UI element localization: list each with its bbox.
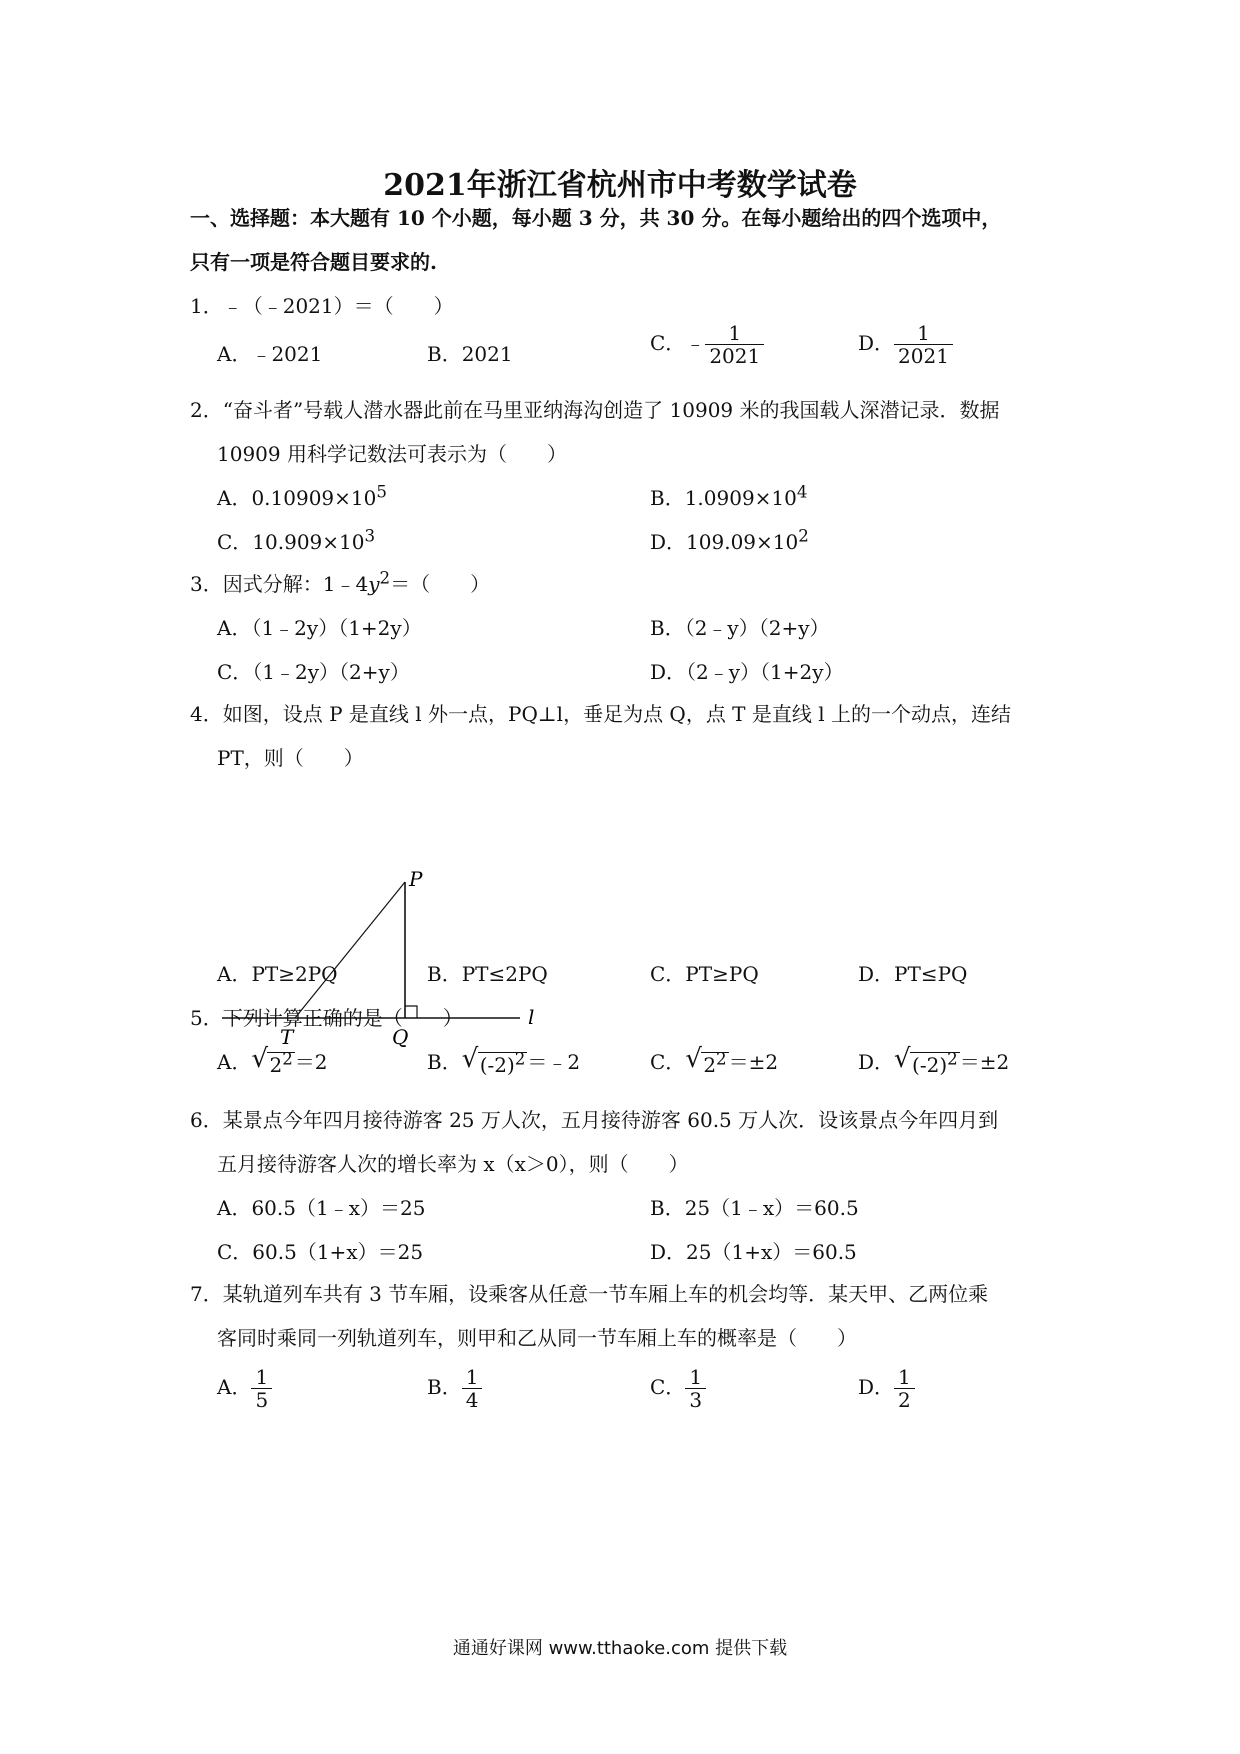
- fraction-numerator: 1: [728, 321, 742, 345]
- fraction-denominator: 3: [685, 1388, 706, 1411]
- radical-sign: √: [685, 1043, 702, 1074]
- fraction-denominator: 2: [894, 1388, 915, 1411]
- option-label: C．: [650, 1375, 686, 1399]
- fraction-denominator: 2021: [705, 344, 764, 367]
- fraction-numerator: 1: [255, 1365, 269, 1389]
- fraction: [685, 1366, 706, 1411]
- exponent: 2: [379, 568, 391, 588]
- fraction-denominator: 2021: [894, 344, 953, 367]
- radical: [461, 1043, 528, 1078]
- question-7-stem-line1: 7．某轨道列车共有 3 节车厢，设乘客从任意一节车厢上车的机会均等．某天甲、乙两位乘: [190, 1282, 989, 1306]
- question-2-option-d: [650, 526, 809, 555]
- question-1-option-d: [858, 322, 953, 367]
- exponent: 2: [947, 1049, 958, 1069]
- fraction: [894, 1366, 915, 1411]
- option-label: D．: [858, 1375, 895, 1399]
- label-q: Q: [392, 1025, 409, 1049]
- question-7-option-b: [427, 1366, 482, 1411]
- page-title: 2021年浙江省杭州市中考数学试卷: [383, 168, 857, 203]
- question-4-option-d: D．PT≤PQ: [858, 962, 968, 986]
- question-2-option-c: [217, 526, 375, 555]
- option-label: C．: [650, 1050, 686, 1074]
- question-1-option-a: A．﹣2021: [217, 342, 323, 366]
- question-7-stem-line2: 客同时乘同一列轨道列车，则甲和乙从同一节车厢上车的概率是（ ）: [217, 1326, 857, 1350]
- fraction-denominator: 5: [251, 1388, 272, 1411]
- exponent: 4: [796, 482, 808, 502]
- radical-sign: √: [461, 1043, 479, 1074]
- question-5-option-b: [427, 1043, 581, 1078]
- option-rhs: ＝﹣2: [527, 1050, 581, 1074]
- question-4-stem-line1: 4．如图，设点 P 是直线 l 外一点，PQ⊥l，垂足为点 Q，点 T 是直线 l 上的一个动点，连结: [190, 702, 1011, 726]
- variable: y: [368, 572, 380, 596]
- exponent: 2: [798, 526, 809, 546]
- option-rhs: ＝±2: [728, 1050, 779, 1074]
- radicand-base: 2: [269, 1053, 283, 1078]
- exponent: 2: [716, 1049, 727, 1069]
- option-rhs: ＝±2: [959, 1050, 1010, 1074]
- fraction: [894, 322, 953, 367]
- option-text: A．0.10909×10: [217, 486, 377, 510]
- option-label: B．: [427, 1375, 462, 1399]
- fraction-numerator: 1: [465, 1365, 479, 1389]
- radical-sign: √: [894, 1043, 911, 1074]
- radicand: [910, 1049, 960, 1078]
- option-text: D．109.09×10: [650, 530, 799, 554]
- exponent: 2: [514, 1049, 526, 1069]
- segment-pt: [295, 882, 405, 1018]
- question-4-option-c: C．PT≥PQ: [650, 962, 759, 986]
- question-3-option-b: B．（2﹣y）（2+y）: [650, 616, 830, 640]
- question-2-stem-line1: 2．“奋斗者”号载人潜水器此前在马里亚纳海沟创造了 10909 米的我国载人深潜记录．数据: [190, 398, 1000, 422]
- question-1-stem: 1．﹣（﹣2021）＝（ ）: [190, 294, 454, 318]
- label-p: P: [409, 870, 423, 891]
- fraction-numerator: 1: [917, 321, 930, 345]
- section-instruction-line1: 一、选择题：本大题有 10 个小题，每小题 3 分，共 30 分。在每小题给出的四个选项中，: [190, 206, 1002, 230]
- option-rhs: ＝2: [294, 1050, 328, 1074]
- question-6-stem-line1: 6．某景点今年四月接待游客 25 万人次，五月接待游客 60.5 万人次．设该景点今年四月到: [190, 1108, 999, 1132]
- question-5-stem: 5．下列计算正确的是（ ）: [190, 1006, 463, 1030]
- page-footer: 通通好课网 www.tthaoke.com 提供下载: [452, 1638, 788, 1659]
- option-label: C．﹣: [650, 331, 706, 355]
- option-text: B．1.0909×10: [650, 486, 797, 510]
- option-label: A．: [217, 1375, 252, 1399]
- radical: [685, 1043, 728, 1078]
- question-6-option-b: B．25（1﹣x）＝60.5: [650, 1196, 859, 1220]
- question-2-option-b: [650, 482, 808, 511]
- stem-text: 3．因式分解：1﹣4: [190, 572, 369, 596]
- question-6-option-d: D．25（1+x）＝60.5: [650, 1240, 857, 1264]
- question-1-option-b: B．2021: [427, 342, 513, 366]
- question-1-option-c: [650, 322, 764, 367]
- option-label: D．: [858, 1050, 895, 1074]
- radical: [894, 1043, 960, 1078]
- question-3-stem: [190, 568, 490, 597]
- question-7-option-d: [858, 1366, 915, 1411]
- question-3-option-d: D．（2﹣y）（1+2y）: [650, 660, 844, 684]
- section-instruction-line2: 只有一项是符合题目要求的.: [190, 250, 437, 274]
- question-5-option-d: [858, 1043, 1010, 1078]
- radicand-base: (-2): [912, 1053, 948, 1078]
- question-4-option-a: A．PT≥2PQ: [217, 962, 338, 986]
- option-label: A．: [217, 1050, 252, 1074]
- radical: [251, 1043, 294, 1078]
- fraction: [705, 322, 764, 367]
- question-2-option-a: [217, 482, 387, 511]
- radicand: [701, 1049, 728, 1078]
- fraction-numerator: 1: [689, 1365, 703, 1389]
- radical-sign: √: [251, 1043, 269, 1074]
- question-7-option-a: [217, 1366, 272, 1411]
- label-t: T: [280, 1025, 294, 1049]
- question-6-option-a: A．60.5（1﹣x）＝25: [217, 1196, 426, 1220]
- question-2-stem-line2: 10909 用科学记数法可表示为（ ）: [217, 442, 567, 466]
- exponent: 5: [376, 482, 387, 502]
- question-6-option-c: C．60.5（1+x）＝25: [217, 1240, 424, 1264]
- fraction: [462, 1366, 483, 1411]
- label-l: l: [528, 1005, 535, 1029]
- radicand-base: 2: [703, 1053, 717, 1078]
- option-label: D．: [858, 331, 895, 355]
- option-label: B．: [427, 1050, 462, 1074]
- radicand-base: (-2): [479, 1053, 515, 1078]
- radicand: [478, 1049, 528, 1078]
- exponent: 2: [282, 1049, 293, 1069]
- fraction-denominator: 4: [462, 1388, 483, 1411]
- radicand: [267, 1049, 294, 1078]
- question-5-option-a: [217, 1043, 328, 1078]
- fraction-numerator: 1: [898, 1365, 911, 1389]
- question-3-option-a: A．（1﹣2y）（1+2y）: [217, 616, 422, 640]
- question-6-stem-line2: 五月接待游客人次的增长率为 x（x＞0），则（ ）: [217, 1152, 689, 1176]
- question-7-option-c: [650, 1366, 706, 1411]
- stem-text: ＝（ ）: [390, 572, 491, 596]
- option-text: C．10.909×10: [217, 530, 365, 554]
- question-3-option-c: C．（1﹣2y）（2+y）: [217, 660, 410, 684]
- question-5-option-c: [650, 1043, 779, 1078]
- question-4-option-b: B．PT≤2PQ: [427, 962, 548, 986]
- question-4-stem-line2: PT，则（ ）: [217, 746, 364, 770]
- fraction: [251, 1366, 272, 1411]
- exponent: 3: [364, 526, 376, 546]
